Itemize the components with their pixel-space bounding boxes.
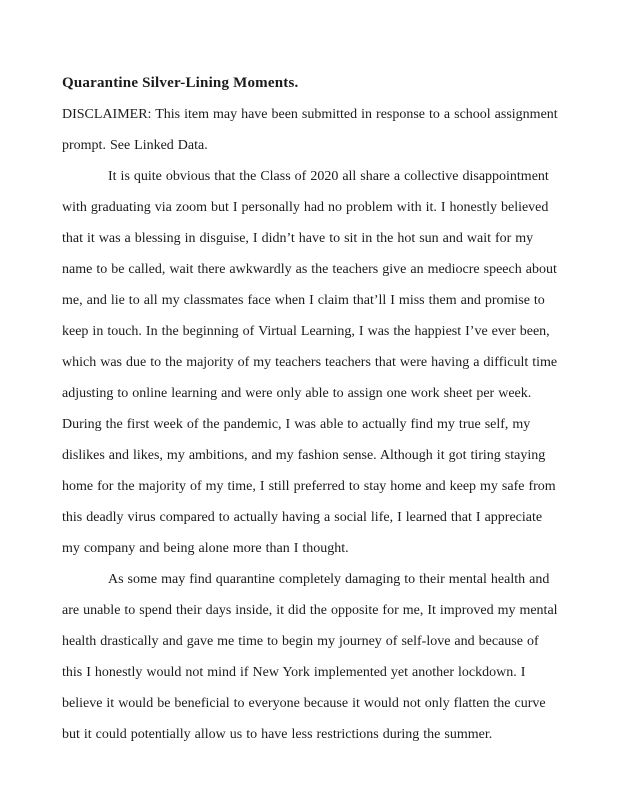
disclaimer-text: DISCLAIMER: This item may have been submitted in response to a school assignment prompt. See Linked Data. <box>62 107 558 153</box>
essay-paragraph-2: As some may find quarantine completely damaging to their mental health and are unable to spend their days inside, it did the opposite for me, It improved my mental health drastically and gave me time to begin my journey of self-love and because of this I honestly would not mind if New York implemented yet another lockdown. I believe it would be beneficial to everyone because it would not only flatten the curve but it could potentially allow us to have less restrictions during the summer. <box>62 572 558 742</box>
essay-paragraph-1: It is quite obvious that the Class of 2020 all share a collective disappointment with graduating via zoom but I personally had no problem with it. I honestly believed that it was a blessing in disguise, I didn’t have to sit in the hot sun and wait for my name to be called, wait there awkwardly as the teachers give an mediocre speech about me, and lie to all my classmates face when I claim that’ll I miss them and promise to keep in touch. In the beginning of Virtual Learning, I was the happiest I’ve ever been, which was due to the majority of my teachers teachers that were having a difficult time adjusting to online learning and were only able to assign one work sheet per week. During the first week of the pandemic, I was able to actually find my true self, my dislikes and likes, my ambitions, and my fashion sense. Although it got tiring staying home for the majority of my time, I still preferred to stay home and keep my safe from this deadly virus compared to actually having a social life, I learned that I appreciate my company and being alone more than I thought. <box>62 169 558 556</box>
document-title: Quarantine Silver-Lining Moments. <box>62 75 299 91</box>
